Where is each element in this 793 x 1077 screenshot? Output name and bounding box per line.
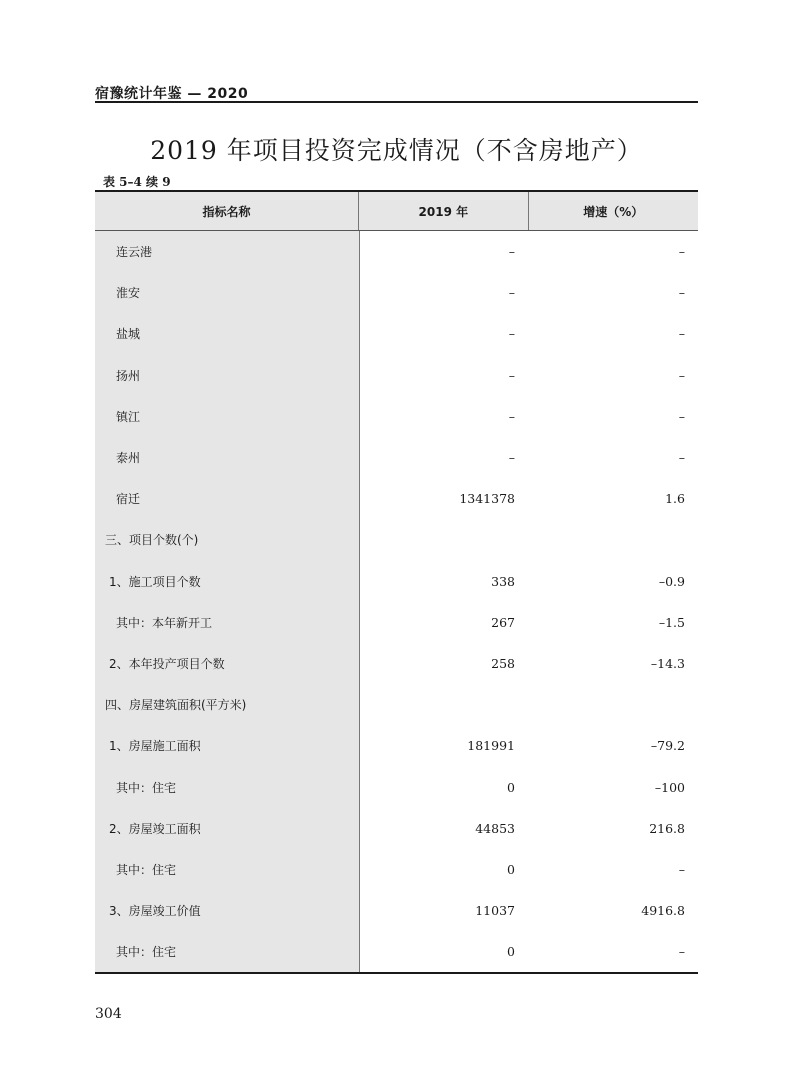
row-growth-rate: –1.5 xyxy=(658,614,685,630)
table-row xyxy=(95,231,698,272)
row-value-2019: – xyxy=(508,285,515,301)
row-label: 三、项目个数(个) xyxy=(105,533,199,548)
table-row xyxy=(95,849,698,890)
row-growth-rate: 1.6 xyxy=(665,491,685,507)
page-title: 2019 年项目投资完成情况（不含房地产） xyxy=(150,136,643,165)
table-row xyxy=(95,643,698,684)
row-value-2019: 11037 xyxy=(475,903,515,919)
row-growth-rate: – xyxy=(678,450,685,466)
row-growth-rate: 216.8 xyxy=(649,820,685,836)
table-row xyxy=(95,808,698,849)
row-value-2019: 0 xyxy=(507,779,515,795)
row-growth-rate: –79.2 xyxy=(650,738,685,754)
row-label: 镇江 xyxy=(116,409,141,424)
table-row xyxy=(95,684,698,725)
table-header xyxy=(95,192,698,231)
row-value-2019: 338 xyxy=(491,573,515,589)
row-label: 其中：住宅 xyxy=(116,780,177,795)
row-value-2019: 258 xyxy=(491,655,515,671)
running-head-rule xyxy=(95,101,698,103)
table-row xyxy=(95,602,698,643)
row-label: 1、房屋施工面积 xyxy=(109,739,201,754)
row-label: 其中：本年新开工 xyxy=(116,615,213,630)
row-value-2019: 44853 xyxy=(475,820,515,836)
row-value-2019: 0 xyxy=(507,944,515,960)
row-value-2019: – xyxy=(508,326,515,342)
row-value-2019: 267 xyxy=(491,614,515,630)
row-label: 2、房屋竣工面积 xyxy=(109,821,201,836)
table-row xyxy=(95,561,698,602)
row-label: 宿迁 xyxy=(116,492,141,507)
table-row xyxy=(95,725,698,766)
row-value-2019: 181991 xyxy=(467,738,515,754)
row-label: 扬州 xyxy=(116,368,141,383)
table-row xyxy=(95,272,698,313)
row-label: 淮安 xyxy=(116,286,141,301)
table-row xyxy=(95,355,698,396)
table-row xyxy=(95,396,698,437)
table-row xyxy=(95,519,698,560)
row-growth-rate: – xyxy=(678,326,685,342)
row-value-2019: – xyxy=(508,408,515,424)
row-label: 3、房屋竣工价值 xyxy=(109,904,201,919)
data-table xyxy=(95,190,698,974)
row-growth-rate: – xyxy=(678,244,685,260)
table-row xyxy=(95,437,698,478)
row-value-2019: 0 xyxy=(507,861,515,877)
row-label: 其中：住宅 xyxy=(116,945,177,960)
row-value-2019: – xyxy=(508,367,515,383)
row-growth-rate: – xyxy=(678,285,685,301)
row-value-2019: 1341378 xyxy=(459,491,515,507)
row-growth-rate: 4916.8 xyxy=(641,903,685,919)
running-head: 宿豫统计年鉴 — 2020 xyxy=(95,86,249,102)
table-row xyxy=(95,313,698,354)
header-growth: 增速（%） xyxy=(528,192,698,230)
row-label: 泰州 xyxy=(116,451,141,466)
page-number: 304 xyxy=(95,1006,122,1022)
table-row xyxy=(95,766,698,807)
row-growth-rate: – xyxy=(678,944,685,960)
table-body xyxy=(95,231,698,972)
table-row xyxy=(95,478,698,519)
row-label: 其中：住宅 xyxy=(116,862,177,877)
row-label: 1、施工项目个数 xyxy=(109,574,201,589)
row-growth-rate: –0.9 xyxy=(658,573,685,589)
row-growth-rate: – xyxy=(678,861,685,877)
row-growth-rate: –100 xyxy=(654,779,685,795)
row-value-2019: – xyxy=(508,450,515,466)
row-label: 四、房屋建筑面积(平方米) xyxy=(105,698,247,713)
row-value-2019: – xyxy=(508,244,515,260)
row-label: 2、本年投产项目个数 xyxy=(109,656,225,671)
header-indicator: 指标名称 xyxy=(95,192,358,230)
row-label: 盐城 xyxy=(116,327,141,342)
row-growth-rate: – xyxy=(678,408,685,424)
row-label: 连云港 xyxy=(116,245,153,260)
table-row xyxy=(95,890,698,931)
header-year: 2019 年 xyxy=(358,192,527,230)
table-label: 表 5–4 续 9 xyxy=(103,175,171,189)
row-growth-rate: – xyxy=(678,367,685,383)
row-growth-rate: –14.3 xyxy=(650,655,685,671)
table-row xyxy=(95,931,698,972)
